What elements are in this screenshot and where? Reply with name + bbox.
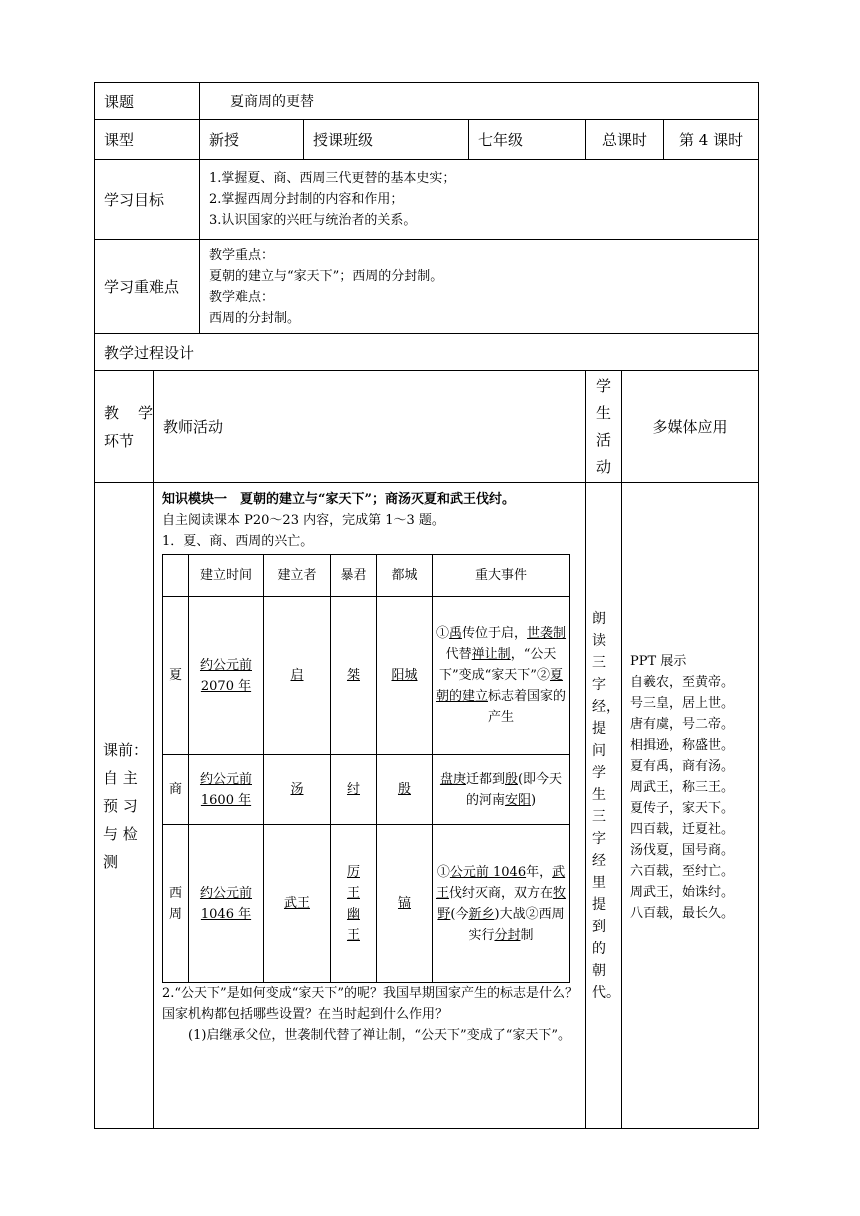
dynasty-col-header: [163, 555, 189, 597]
lesson-plan-table: [94, 82, 759, 1129]
goals-list: [200, 160, 759, 240]
student-activity-header: 学生活动: [586, 371, 622, 483]
dynasty-xizhou: 西周: [163, 825, 189, 983]
type-value: 新授: [200, 120, 304, 160]
process-title: 教学过程设计: [95, 334, 759, 371]
xia-tyrant: 桀: [331, 597, 377, 755]
shang-time: 约公元前1600 年: [189, 755, 264, 825]
stage-label: 课前：自 主 预 习 与 检 测: [95, 483, 154, 1129]
media-line: 周武王，始诛纣。: [630, 885, 735, 900]
media-line: 自羲农，至黄帝。: [630, 675, 735, 690]
xizhou-tyrant: 厉王幽王: [331, 825, 377, 983]
dynasty-shang: 商: [163, 755, 189, 825]
media-line: 夏有禹，商有汤。: [630, 759, 735, 774]
xizhou-time: 约公元前1046 年: [189, 825, 264, 983]
stage-header-text: 教 学 环节: [104, 403, 153, 450]
subject-label: 课题: [95, 83, 200, 120]
media-content: [622, 483, 759, 1129]
shang-capital: 殷: [377, 755, 433, 825]
key-points-content: [200, 240, 759, 334]
media-line: 四百载，迁夏社。: [630, 822, 735, 837]
module-instruction: 自主阅读课本 P20～23 内容，完成第 1～3 题。: [162, 513, 445, 528]
question-1: 1．夏、商、西周的兴亡。: [162, 534, 314, 549]
xia-founder: 启: [264, 597, 331, 755]
media-header: 多媒体应用: [622, 371, 759, 483]
xizhou-capital: 镐: [377, 825, 433, 983]
class-label: 授课班级: [304, 120, 469, 160]
media-line: PPT 展示: [630, 654, 687, 669]
dynasty-table: [162, 554, 570, 983]
teacher-activity-header: 教师活动: [154, 371, 586, 483]
xia-capital: 阳城: [377, 597, 433, 755]
xia-events: ①禹传位于启，世袭制代替禅让制，“公天下”变成“家天下”②夏朝的建立标志着国家的产生: [433, 597, 570, 755]
xizhou-events: ①公元前 1046年，武王伐纣灭商，双方在牧野(今新乡)大战②西周实行分封制: [433, 825, 570, 983]
media-line: 六百载，至纣亡。: [630, 864, 735, 879]
teacher-activity-cell: [154, 483, 586, 1129]
goal-item: 1.掌握夏、商、西周三代更替的基本史实；: [209, 171, 456, 186]
xizhou-founder: 武王: [264, 825, 331, 983]
media-line: 号三皇，居上世。: [630, 696, 735, 711]
key-points-label: 学习重难点: [95, 240, 200, 334]
media-line: 八百载，最长久。: [630, 906, 735, 921]
capital-col-header: 都城: [377, 555, 433, 597]
shang-events: 盘庚迁都到殷(即今天的河南安阳): [433, 755, 570, 825]
goal-item: 3.认识国家的兴旺与统治者的关系。: [209, 213, 417, 228]
student-activity: 朗读三字经，提问学生三字经里提到的朝代。: [586, 483, 622, 1129]
key-point-line: 教学难点：: [209, 289, 275, 305]
answer-2: (1)启继承父位，世袭制代替了禅让制，“公天下”变成了“家天下”。: [188, 1028, 571, 1043]
key-point-line: 夏朝的建立与“家天下”；西周的分封制。: [209, 268, 444, 284]
shang-founder: 汤: [264, 755, 331, 825]
tyrant-col-header: 暴君: [331, 555, 377, 597]
class-value: 七年级: [469, 120, 586, 160]
media-line: 唐有虞，号二帝。: [630, 717, 735, 732]
key-point-line: 西周的分封制。: [209, 310, 301, 326]
events-col-header: 重大事件: [433, 555, 570, 597]
subject-value: 夏商周的更替: [200, 83, 759, 120]
goals-label: 学习目标: [95, 160, 200, 240]
question-2: 2.“公天下”是如何变成“家天下”的呢？我国早期国家产生的标志是什么？国家机构都包括哪些设置？在当时起到什么作用？: [162, 986, 578, 1022]
media-line: 汤伐夏，国号商。: [630, 843, 735, 858]
shang-tyrant: 纣: [331, 755, 377, 825]
stage-header: [95, 371, 154, 483]
media-line: 周武王，称三王。: [630, 780, 735, 795]
type-label: 课型: [95, 120, 200, 160]
media-line: 相揖逊，称盛世。: [630, 738, 735, 753]
dynasty-xia: 夏: [163, 597, 189, 755]
media-line: 夏传子，家天下。: [630, 801, 735, 816]
time-col-header: 建立时间: [189, 555, 264, 597]
key-point-line: 教学重点：: [209, 247, 275, 263]
total-value: 第 4 课时: [664, 120, 759, 160]
xia-time: 约公元前2070 年: [189, 597, 264, 755]
founder-col-header: 建立者: [264, 555, 331, 597]
total-label: 总课时: [586, 120, 664, 160]
goal-item: 2.掌握西周分封制的内容和作用；: [209, 192, 404, 207]
module-title: 知识模块一 夏朝的建立与“家天下”；商汤灭夏和武王伐纣。: [162, 492, 515, 507]
